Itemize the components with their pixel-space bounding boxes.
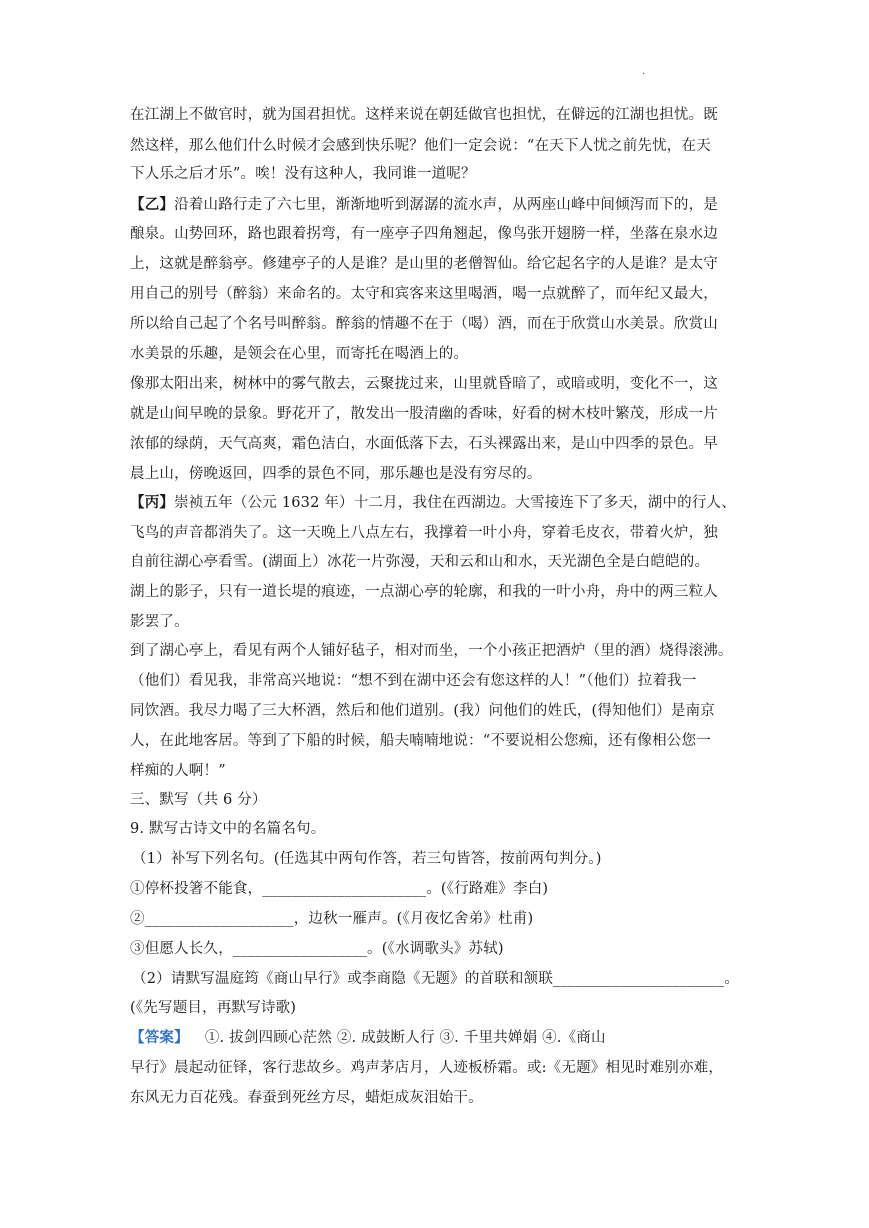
paragraph-line: 下人乐之后才乐”。唉！没有这种人，我同谁一道呢？ (130, 166, 476, 182)
fill-blank-1: ①停杯投箸不能食，______________________。(《行路难》李白) (130, 881, 549, 897)
paragraph-text: 崇祯五年（公元 1632 年）十二月，我住在西湖边。大雪接连下了多天，湖中的行人、 (174, 495, 736, 511)
page-mark: · (642, 69, 646, 80)
paragraph-line: 水美景的乐趣，是领会在心里，而寄托在喝酒上的。 (130, 346, 469, 362)
paragraph-line: 人，在此地客居。等到了下船的时候，船夫喃喃地说：“不要说相公您痴，还有像相公您一 (130, 733, 711, 749)
question-9-part-2: （2）请默写温庭筠《商山早行》或李商隐《无题》的首联和颔联_______________________。 (132, 971, 740, 987)
section-heading: 三、默写（共 6 分） (130, 792, 267, 808)
section-yi-label: 【乙】 (130, 196, 175, 213)
answer-first-line (130, 1028, 750, 1048)
paragraph-line: 然这样，那么他们什么时候才会感到快乐呢？他们一定会说：“在天下人忧之前先忧，在天 (130, 138, 711, 154)
fill-blank-2: ②____________________，边秋一雁声。(《月夜忆舍弟》杜甫) (130, 911, 534, 927)
paragraph-line: 用自己的别号（醉翁）来命名的。太守和宾客来这里喝酒，喝一点就醉了，而年纪又最大， (130, 286, 718, 302)
paragraph-text: 沿着山路行走了六七里，渐渐地听到潺潺的流水声，从两座山峰中间倾泻而下的，是 (174, 197, 719, 213)
paragraph-line: 影罢了。 (130, 614, 189, 630)
paragraph-line: （他们）看见我，非常高兴地说：“想不到在湖中还会有您这样的人！”（他们）拉着我一 (130, 673, 697, 689)
paragraph-line: 上，这就是醉翁亭。修建亭子的人是谁？是山里的老僧智仙。给它起名字的人是谁？是太守 (130, 256, 718, 272)
paragraph-yi-first-line (130, 195, 750, 215)
paragraph-line: 湖上的影子，只有一道长堤的痕迹，一点湖心亭的轮廓，和我的一叶小舟，舟中的两三粒人 (130, 584, 718, 600)
paragraph-line: 同饮酒。我尽力喝了三大杯酒，然后和他们道别。(我）问他们的姓氏，(得知他们）是南京 (130, 703, 716, 719)
paragraph-line: 晨上山，傍晚返回，四季的景色不同，那乐趣也是没有穷尽的。 (130, 466, 542, 482)
paragraph-line: 所以给自己起了个名号叫醉翁。醉翁的情趣不在于（喝）酒，而在于欣赏山水美景。欣赏山 (130, 316, 718, 332)
paragraph-line: 就是山间早晚的景象。野花开了，散发出一股清幽的香味，好看的树木枝叶繁茂，形成一片 (130, 406, 718, 422)
answer-text: ①. 拔剑四顾心茫然 ②. 成鼓断人行 ③. 千里共婵娟 ④.《商山 (204, 1030, 606, 1046)
fill-blank-3: ③但愿人长久，__________________。(《水调歌头》苏轼) (130, 941, 504, 957)
paragraph-line: 在江湖上不做官时，就为国君担忧。这样来说在朝廷做官也担忧，在僻远的江湖也担忧。既 (130, 107, 718, 123)
paragraph-line: 酿泉。山势回环，路也跟着拐弯，有一座亭子四角翘起，像鸟张开翅膀一样，坐落在泉水边 (130, 226, 718, 242)
section-bing-label: 【丙】 (130, 494, 175, 511)
answer-line: 东风无力百花残。春蚕到死丝方尽，蜡炬成灰泪始干。 (130, 1090, 483, 1106)
paragraph-line: 到了湖心亭上，看见有两个人铺好毡子，相对而坐，一个小孩正把酒炉（里的酒）烧得滚沸。 (130, 643, 733, 659)
answer-line: 早行》晨起动征铎，客行悲故乡。鸡声茅店月，人迹板桥霜。或:《无题》相见时难别亦难， (130, 1060, 724, 1076)
question-9-part-1: （1）补写下列名句。(任选其中两句作答，若三句皆答，按前两句判分。) (132, 851, 602, 867)
paragraph-line: 自前往湖心亭看雪。(湖面上）冰花一片弥漫，天和云和山和水，天光湖色全是白皑皑的。 (130, 554, 710, 570)
question-9: 9. 默写古诗文中的名篇名句。 (130, 821, 326, 837)
paragraph-line: 浓郁的绿荫，天气高爽，霜色洁白，水面低落下去，石头裸露出来，是山中四季的景色。早 (130, 436, 718, 452)
question-9-part-2-note: (《先写题目，再默写诗歌) (130, 1000, 297, 1016)
answer-label: 【答案】 (130, 1029, 189, 1046)
paragraph-line: 像那太阳出来，树林中的雾气散去，云聚拢过来，山里就昏暗了，或暗或明，变化不一，这 (130, 376, 718, 392)
paragraph-line: 样痴的人啊！” (130, 763, 226, 779)
paragraph-line: 飞鸟的声音都消失了。这一天晚上八点左右，我撑着一叶小舟，穿着毛皮衣，带着火炉，独 (130, 525, 718, 541)
paragraph-bing-first-line (130, 493, 750, 513)
